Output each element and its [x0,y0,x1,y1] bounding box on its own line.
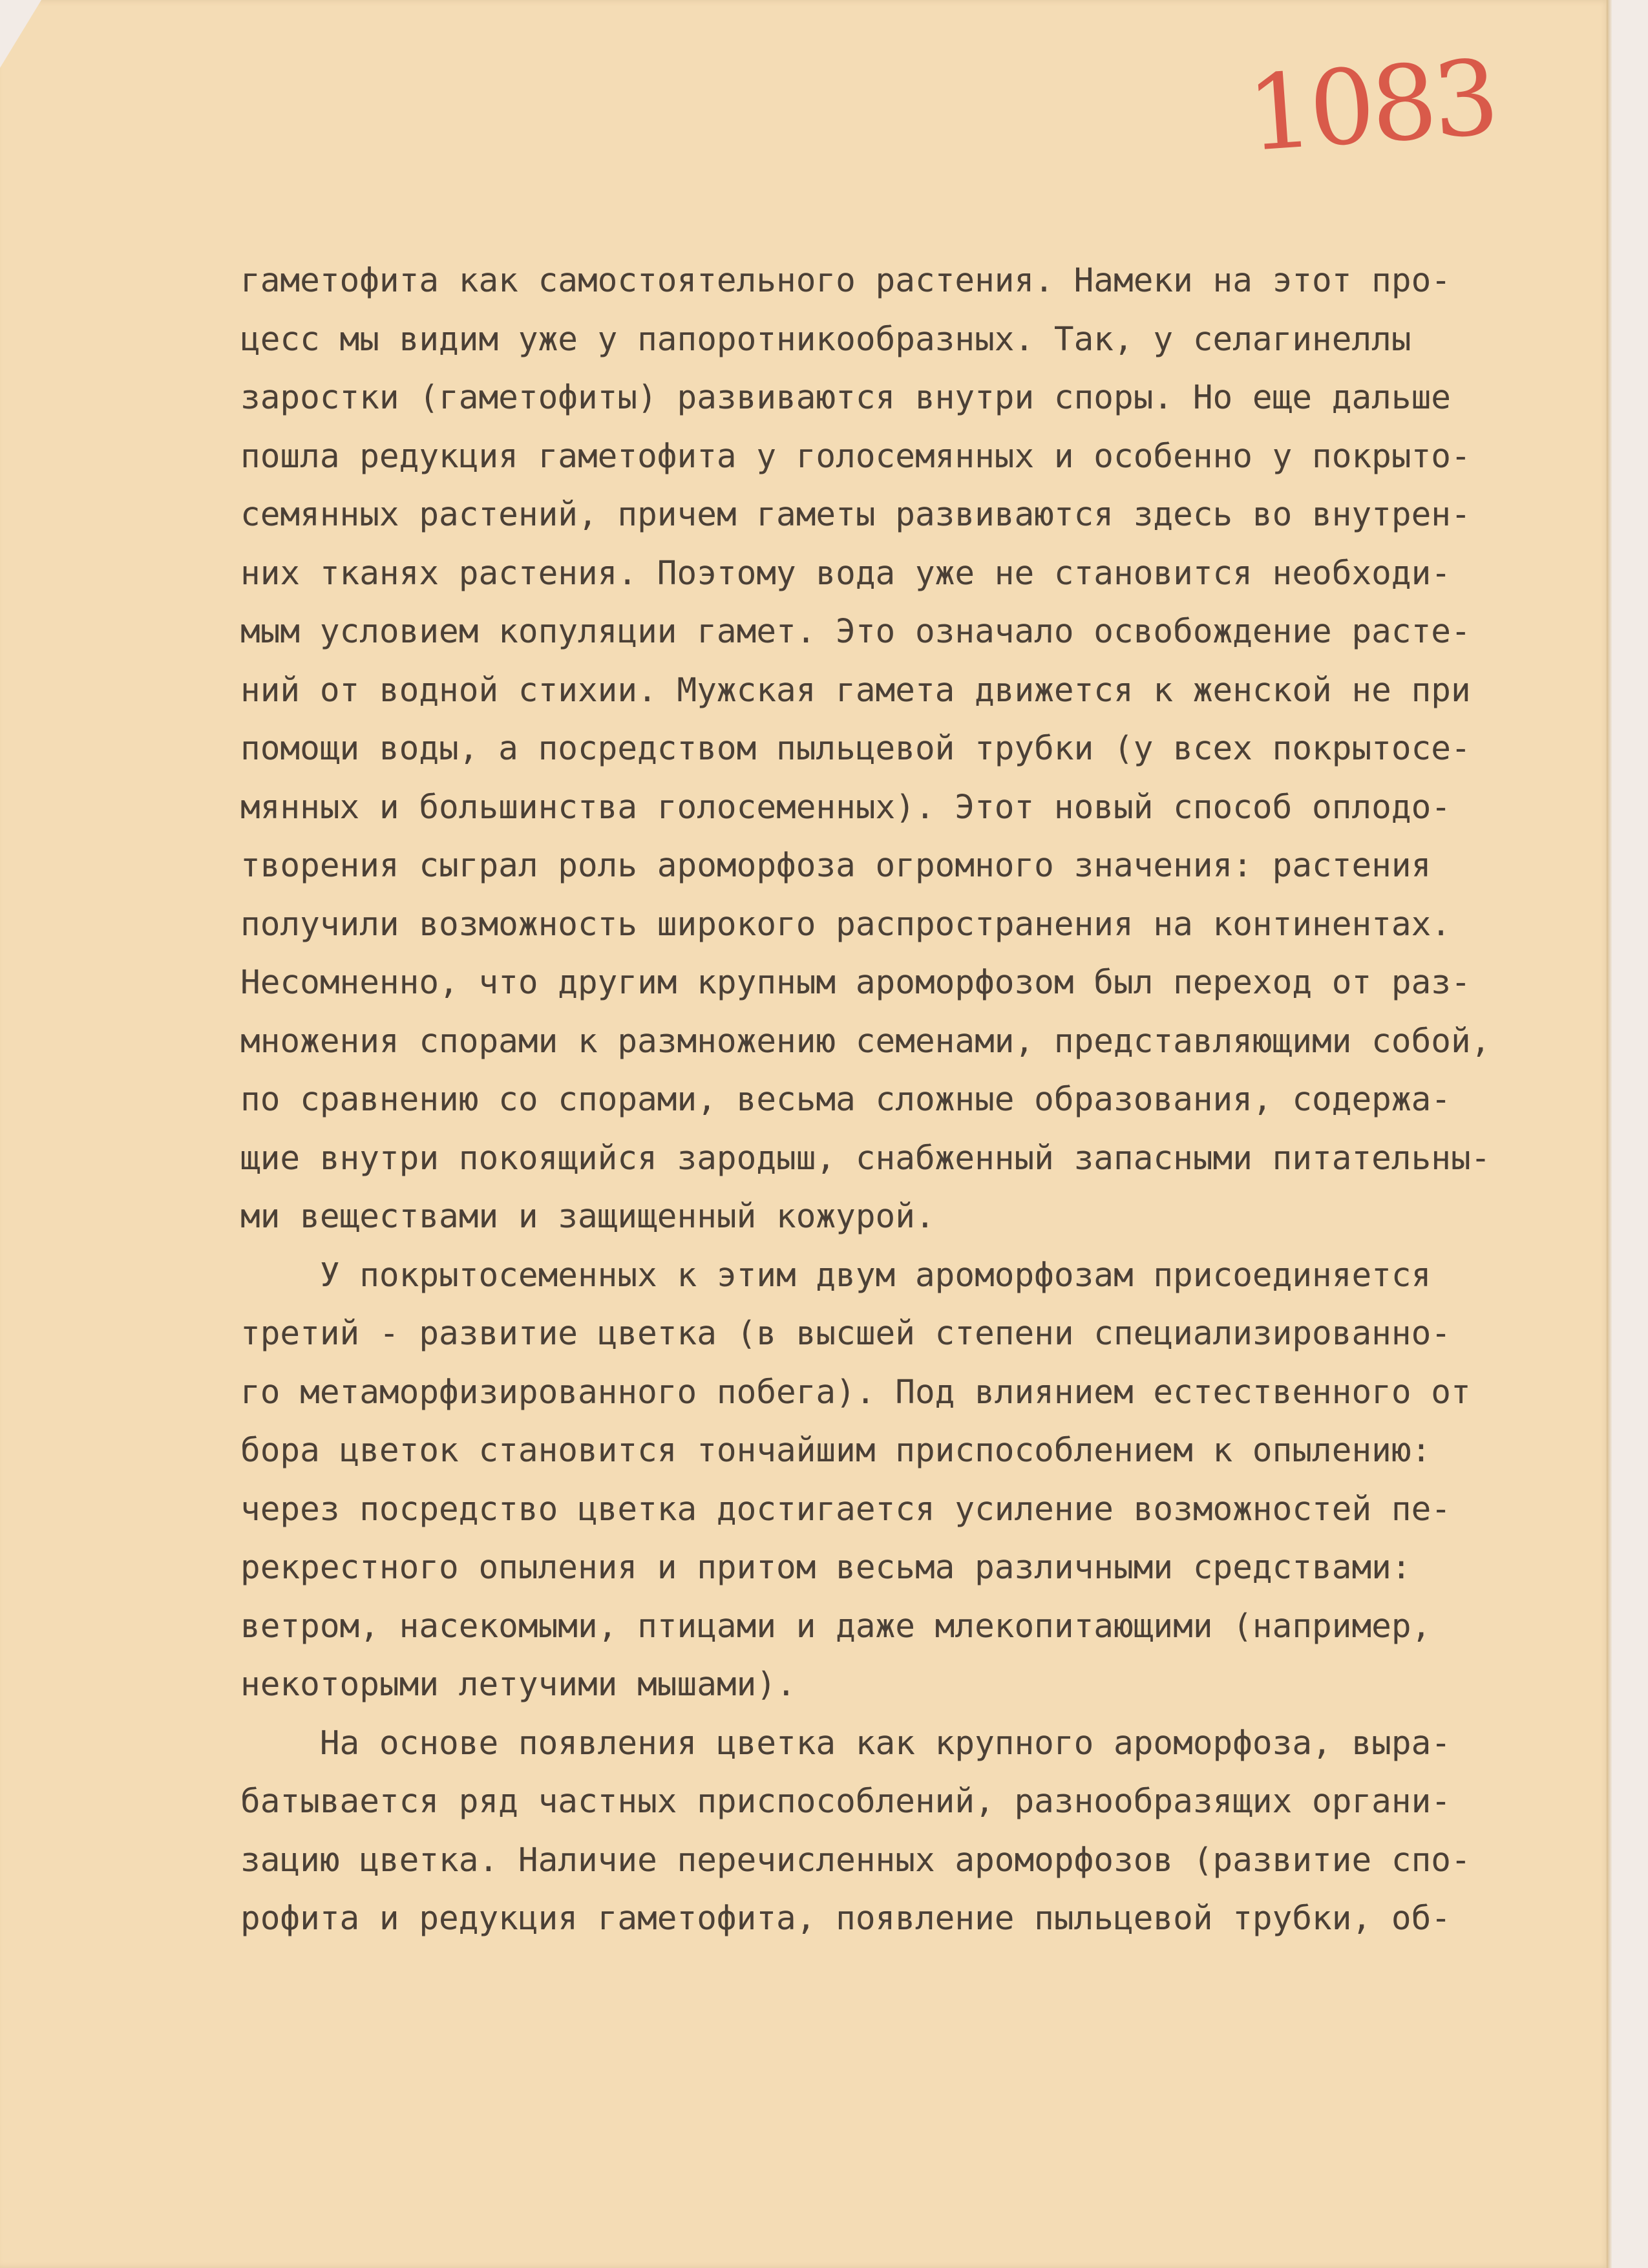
text-line: получили возможность широкого распространения на континентах. [240,905,1451,944]
text-line: через посредство цветка достигается усиление возможностей пе- [240,1490,1451,1529]
text-line: Несомненно, что другим крупным ароморфозом был переход от раз- [240,964,1471,1002]
text-line: рекрестного опыления и притом весьма различными средствами: [240,1549,1411,1587]
text-line: третий - развитие цветка (в высшей степени специализированно- [240,1315,1451,1353]
text-line: На основе появления цветка как крупного ароморфоза, выра- [240,1724,1451,1763]
text-line: цесс мы видим уже у папоротникообразных. Так, у селагинеллы [240,320,1411,359]
text-line: бора цветок становится тончайшим приспособлением к опылению: [240,1432,1431,1470]
text-line: У покрытосеменных к этим двум ароморфозам присоединяется [240,1256,1431,1295]
text-line: рофита и редукция гаметофита, появление пыльцевой трубки, об- [240,1900,1451,1938]
text-line: множения спорами к размножению семенами, представляющими собой, [240,1022,1491,1061]
text-line: помощи воды, а посредством пыльцевой трубки (у всех покрытосе- [240,730,1471,768]
text-line: них тканях растения. Поэтому вода уже не становится необходи- [240,554,1451,593]
paper-edge [1607,0,1612,2268]
text-line: мянных и большинства голосеменных). Этот новый способ оплодо- [240,788,1451,827]
text-line: пошла редукция гаметофита у голосемянных и особенно у покрыто- [240,437,1471,476]
text-line: семянных растений, причем гаметы развиваются здесь во внутрен- [240,496,1471,534]
text-line: гаметофита как самостоятельного растения. Намеки на этот про- [240,262,1451,300]
typed-text-body [240,252,1598,1949]
text-line: по сравнению со спорами, весьма сложные образования, содержа- [240,1081,1451,1119]
text-line: ветром, насекомыми, птицами и даже млекопитающими (например, [240,1607,1431,1646]
text-line: творения сыграл роль ароморфоза огромного значения: растения [240,847,1431,885]
text-line: некоторыми летучими мышами). [240,1666,796,1704]
text-line: зацию цветка. Наличие перечисленных ароморфозов (развитие спо- [240,1841,1471,1880]
text-line: батывается ряд частных приспособлений, разнообразящих органи- [240,1783,1451,1821]
text-line: го метаморфизированного побега). Под влиянием естественного от [240,1373,1471,1412]
text-line: заростки (гаметофиты) развиваются внутри споры. Но еще дальше [240,379,1451,417]
text-line: щие внутри покоящийся зародыш, снабженный запасными питательны- [240,1139,1491,1178]
text-line: ний от водной стихии. Мужская гамета движется к женской не при [240,671,1471,710]
folio-number: 1083 [1243,36,1499,175]
text-line: мым условием копуляции гамет. Это означало освобождение расте- [240,613,1471,651]
text-line: ми веществами и защищенный кожурой. [240,1198,935,1236]
